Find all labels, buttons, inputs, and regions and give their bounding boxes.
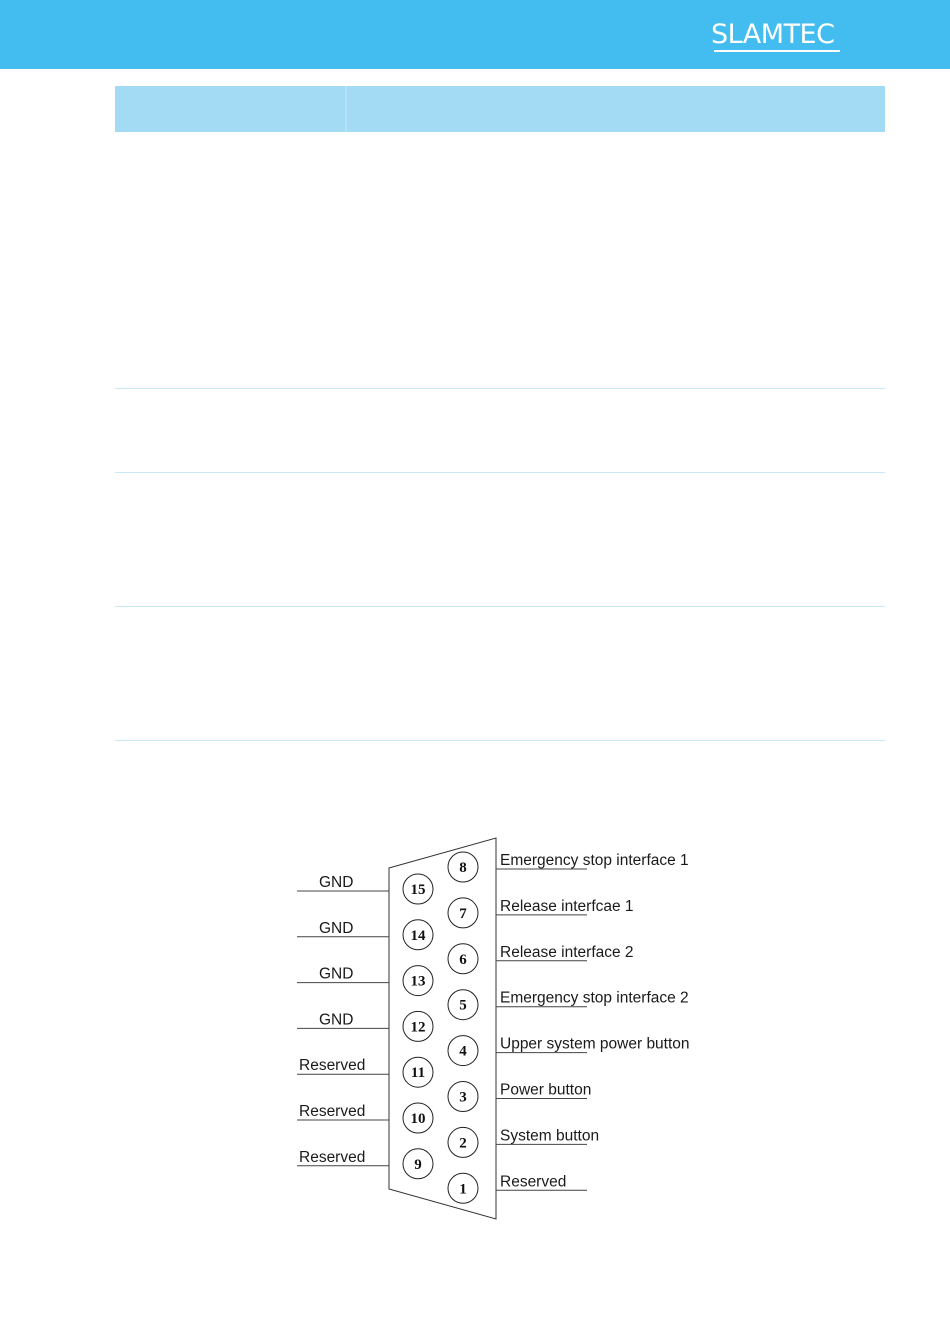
- right-pin: [448, 852, 689, 882]
- pin-number: 9: [414, 1156, 422, 1173]
- pin-label: Reserved: [299, 1148, 366, 1166]
- pin-number: 4: [459, 1043, 467, 1060]
- pin-label: GND: [319, 965, 354, 983]
- pin-label: GND: [319, 874, 354, 891]
- pin-label: Power button: [500, 1081, 592, 1099]
- pin-number: 2: [459, 1135, 467, 1152]
- right-pin: [448, 990, 689, 1020]
- left-pin: [297, 920, 433, 950]
- pin-label: Reserved: [299, 1057, 366, 1075]
- pin-label: Reserved: [299, 1103, 366, 1120]
- pin-label: Upper system power button: [500, 1035, 690, 1053]
- pin-number: 11: [410, 1065, 426, 1082]
- pin-label: System button: [500, 1127, 600, 1145]
- right-pin: [448, 944, 634, 974]
- right-pin: [448, 1036, 690, 1066]
- right-pin: [448, 1173, 587, 1203]
- pin-number: 8: [459, 860, 467, 876]
- pin-number: 15: [410, 882, 426, 898]
- pin-label: Emergency stop interface 2: [500, 989, 689, 1007]
- right-pin: [448, 1082, 591, 1112]
- left-pin-column: [297, 874, 433, 1179]
- pin-number: 5: [459, 997, 467, 1014]
- left-pin: [297, 1149, 433, 1179]
- pin-number: 3: [459, 1089, 467, 1106]
- left-pin: [297, 1011, 433, 1041]
- brand-logo: SLAMTEC: [711, 19, 835, 50]
- pin-label: Emergency stop interface 1: [500, 852, 689, 869]
- pin-label: GND: [319, 919, 354, 937]
- right-pin: [448, 1127, 599, 1157]
- pin-number: 12: [410, 1019, 426, 1036]
- pin-number: 13: [410, 973, 426, 990]
- pin-number: 10: [410, 1111, 426, 1127]
- left-pin: [297, 1103, 433, 1133]
- left-pin: [297, 874, 433, 904]
- pin-label: Reserved: [500, 1173, 567, 1191]
- left-pin: [297, 966, 433, 996]
- pin-number: 7: [459, 905, 467, 922]
- right-pin: [448, 898, 634, 928]
- pin-label: Release interfcae 1: [500, 897, 634, 915]
- right-pin-column: [448, 852, 690, 1203]
- left-pin: [297, 1057, 433, 1087]
- pin-number: 6: [459, 951, 467, 968]
- pin-label: Release interface 2: [500, 943, 634, 961]
- pin-number: 1: [459, 1181, 467, 1198]
- pin-number: 14: [410, 927, 426, 944]
- pin-label: GND: [319, 1011, 354, 1029]
